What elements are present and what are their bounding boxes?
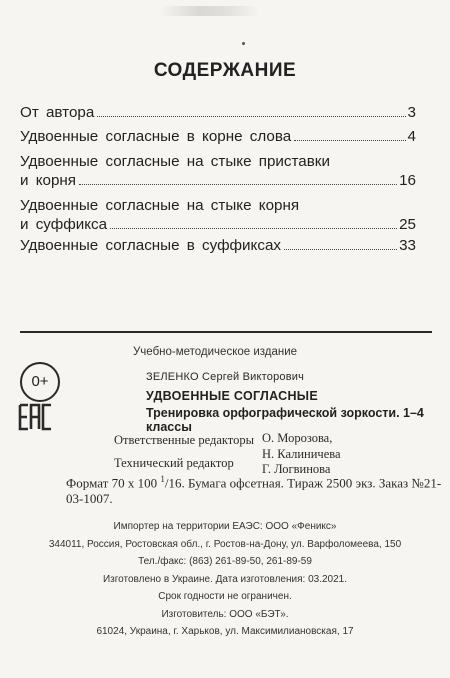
toc-entry (20, 128, 416, 145)
toc-entry-text: Удвоенные согласные в корне слова (20, 128, 292, 145)
shelf-life: Срок годности не ограничен. (158, 591, 292, 602)
toc-entry-text-line1: Удвоенные согласные на стыке корня (20, 197, 300, 214)
toc-entry-page: 3 (407, 104, 416, 121)
toc-entry-page: 4 (407, 128, 416, 145)
edition-type: Учебно-методическое издание (133, 346, 298, 358)
toc-entry-text-line2: и суффикса (20, 216, 108, 233)
section-divider (20, 331, 432, 333)
toc-entry (20, 197, 416, 233)
toc-entry-page: 25 (399, 216, 416, 233)
toc-leader-dots (294, 139, 405, 141)
print-dot (242, 42, 245, 45)
age-rating-badge: 0+ (20, 362, 60, 402)
toc-entry-page: 16 (399, 172, 416, 189)
toc-entry-text-line2: и корня (20, 172, 77, 189)
toc-entry (20, 104, 416, 121)
format-text: Формат 70 х 100 (66, 475, 161, 491)
book-title: УДВОЕННЫЕ СОГЛАСНЫЕ (146, 389, 318, 403)
toc-entry-text-line1: Удвоенные согласные на стыке приставки (20, 153, 330, 170)
print-format (66, 474, 450, 507)
toc-entry (20, 237, 416, 254)
importer-address: 344011, Россия, Ростовская обл., г. Ростов-на-Дону, ул. Варфоломеева, 150 (48, 539, 402, 550)
toc-entry (20, 153, 416, 189)
print-smudge (160, 6, 260, 16)
phone-fax: Тел./факс: (863) 261-89-50, 261-89-59 (138, 556, 312, 567)
eac-mark-icon (18, 402, 54, 432)
toc-leader-dots (284, 248, 397, 250)
made-in: Изготовлено в Украине. Дата изготовления: 03.2021. (102, 574, 347, 585)
format-fraction: 1 (160, 474, 165, 484)
toc-entry-text: От автора (20, 104, 95, 121)
editor-name: О. Морозова, (262, 431, 333, 445)
book-subtitle: Тренировка орфографической зоркости. 1–4 классы (146, 406, 424, 434)
manufacturer: Изготовитель: ООО «БЭТ». (161, 609, 289, 620)
toc-leader-dots (97, 115, 405, 117)
manufacturer-address: 61024, Украина, г. Харьков, ул. Максимилиановская, 17 (96, 626, 354, 637)
editors-label: Ответственные редакторы (114, 433, 254, 447)
editor-name: Н. Калиничева (262, 446, 341, 461)
tech-editor-name: Г. Логвинова (262, 462, 331, 476)
editors-names (262, 431, 341, 478)
author-name: ЗЕЛЕНКО Сергей Викторович (146, 371, 305, 383)
tech-editor-label: Технический редактор (114, 456, 234, 470)
format-text-rest: /16. Бумага офсетная. Тираж 2500 экз. Заказ №21-03-1007. (66, 475, 442, 507)
toc-entry-text: Удвоенные согласные в суффиксах (20, 237, 281, 254)
toc-title: СОДЕРЖАНИЕ (153, 60, 297, 81)
importer: Импортер на территории ЕАЭС: ООО «Феникс» (113, 521, 337, 532)
toc-leader-dots (79, 183, 397, 185)
toc-entry-page: 33 (399, 237, 416, 254)
toc-leader-dots (110, 227, 397, 229)
